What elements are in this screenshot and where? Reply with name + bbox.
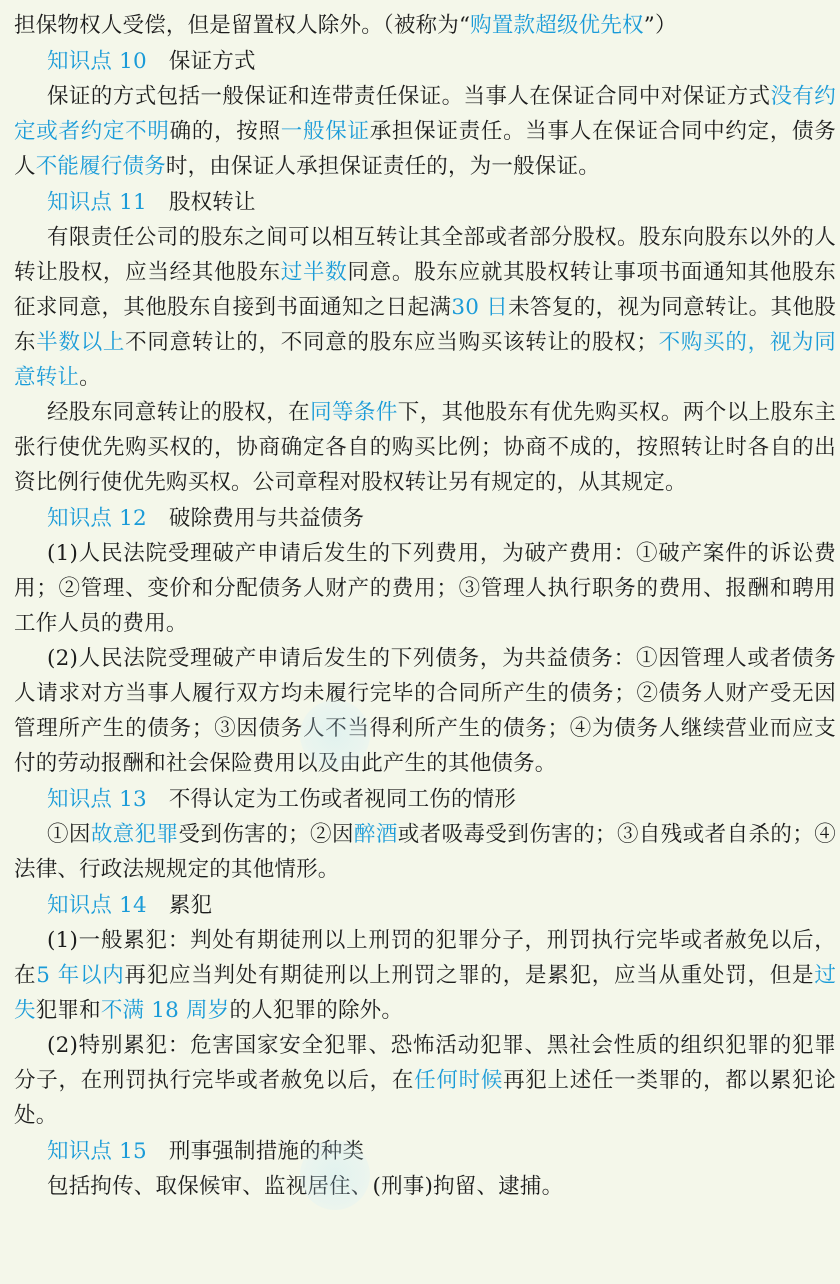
highlighted-term: 醉酒 [353, 822, 398, 847]
body-paragraph [14, 395, 836, 500]
knowledge-point-title: 刑事强制措施的种类 [168, 1139, 365, 1164]
paragraph-text: (1)一般累犯：判处有期徒刑以上刑罚的犯罪分子，刑罚执行完毕或者赦免以后，在 [14, 928, 836, 988]
highlighted-term: 同等条件 [310, 400, 398, 425]
highlighted-term: 任何时候 [414, 1068, 504, 1093]
paragraph-text: 不同意转让的，不同意的股东应当购买该转让的股权； [125, 330, 659, 355]
knowledge-point-heading [14, 185, 836, 220]
paragraph-text: ①因 [47, 822, 91, 847]
knowledge-point-title: 破除费用与共益债务 [168, 506, 365, 531]
body-paragraph [14, 923, 836, 1028]
paragraph-text: (2)特别累犯：危害国家安全犯罪、恐怖活动犯罪、黑社会性质的组织犯罪的犯罪分子，在刑罚执行完毕或者赦免以后，在 [14, 1033, 836, 1093]
knowledge-point-number: 知识点 12 [47, 506, 147, 531]
paragraph-text: 承担保证责任。当事人在保证合同中约定，债务人 [14, 119, 836, 179]
knowledge-point-number: 知识点 13 [47, 787, 147, 812]
paragraph-text: 。 [79, 365, 101, 390]
highlighted-term: 30 日 [451, 295, 509, 320]
paragraph-text: 同意。股东应就其股权转让事项书面通知其他股东征求同意，其他股东自接到书面通知之日起满 [14, 260, 837, 320]
body-paragraph [14, 79, 836, 184]
highlighted-term: 不购买的，视为同意转让 [14, 330, 836, 390]
knowledge-point-number: 知识点 10 [47, 49, 147, 74]
body-paragraph [14, 8, 836, 43]
body-paragraph [14, 641, 836, 781]
knowledge-point-number: 知识点 11 [47, 190, 147, 215]
paragraph-text: 未答复的，视为同意转让。其他股东 [14, 295, 836, 355]
paragraph-text: 保证的方式包括一般保证和连带责任保证。当事人在保证合同中对保证方式 [47, 84, 771, 109]
paragraph-text: 担保物权人受偿，但是留置权人除外。（被称为“ [14, 13, 471, 38]
body-paragraph [14, 817, 836, 887]
knowledge-point-heading [14, 501, 836, 536]
body-paragraph [14, 1028, 836, 1133]
highlighted-term: 故意犯罪 [90, 822, 179, 847]
highlighted-term: 购置款超级优先权 [470, 13, 644, 38]
knowledge-point-title: 股权转让 [168, 190, 256, 215]
paragraph-text: 时，由保证人承担保证责任的，为一般保证。 [165, 154, 600, 179]
highlighted-term: 5 年以内 [36, 963, 125, 988]
knowledge-point-number: 知识点 14 [47, 893, 147, 918]
body-paragraph [14, 536, 836, 641]
paragraph-text: (2)人民法院受理破产申请后发生的下列债务，为共益债务：①因管理人或者债务人请求对方当事人履行双方均未履行完毕的合同所产生的债务；②债务人财产受无因管理所产生的债务；③因债务人不当得利所产生的债务；④为债务人继续营业而应支付的劳动报酬和社会保险费用以及由此产生的其他债务。 [14, 646, 836, 776]
paragraph-text: 或者吸毒受到伤害的；③自残或者自杀的；④法律、行政法规规定的其他情形。 [14, 822, 836, 882]
paragraph-text: 犯罪和 [35, 998, 101, 1023]
highlighted-term: 过失 [14, 963, 837, 1023]
knowledge-point-title: 保证方式 [168, 49, 256, 74]
knowledge-point-heading [14, 44, 836, 79]
knowledge-point-title: 累犯 [168, 893, 213, 918]
knowledge-point-heading [14, 782, 836, 817]
knowledge-point-number: 知识点 15 [47, 1139, 147, 1164]
knowledge-point-heading [14, 888, 836, 923]
paragraph-text: ”） [643, 13, 677, 38]
highlighted-term: 不满 18 周岁 [100, 998, 230, 1023]
knowledge-point-title: 不得认定为工伤或者视同工伤的情形 [168, 787, 517, 812]
body-paragraph [14, 220, 836, 395]
paragraph-text: 有限责任公司的股东之间可以相互转让其全部或者部分股权。股东向股东以外的人转让股权，应当经其他股东 [14, 225, 836, 285]
highlighted-term: 过半数 [280, 260, 348, 285]
highlighted-term: 半数以上 [36, 330, 126, 355]
body-paragraph [14, 1169, 836, 1204]
paragraph-text: 确的，按照 [169, 119, 281, 144]
highlighted-term: 不能履行债务 [35, 154, 166, 179]
paragraph-text: 经股东同意转让的股权，在 [47, 400, 311, 425]
paragraph-text: 再犯应当判处有期徒刑以上刑罚之罪的，是累犯，应当从重处罚，但是 [124, 963, 815, 988]
paragraph-text: 下，其他股东有优先购买权。两个以上股东主张行使优先购买权的，协商确定各自的购买比例；协商不成的，按照转让时各自的出资比例行使优先购买权。公司章程对股权转让另有规定的，从其规定。 [14, 400, 836, 495]
paragraph-text: 包括拘传、取保候审、监视居住、(刑事)拘留、逮捕。 [47, 1174, 564, 1199]
highlighted-term: 没有约定或者约定不明 [14, 84, 836, 144]
highlighted-term: 一般保证 [280, 119, 370, 144]
paragraph-text: 受到伤害的；②因 [178, 822, 354, 847]
knowledge-point-heading [14, 1134, 836, 1169]
paragraph-text: (1)人民法院受理破产申请后发生的下列费用，为破产费用：①破产案件的诉讼费用；②管理、变价和分配债务人财产的费用；③管理人执行职务的费用、报酬和聘用工作人员的费用。 [14, 541, 836, 636]
paragraph-text: 的人犯罪的除外。 [229, 998, 404, 1023]
paragraph-text: 再犯上述任一类罪的，都以累犯论处。 [14, 1068, 836, 1128]
